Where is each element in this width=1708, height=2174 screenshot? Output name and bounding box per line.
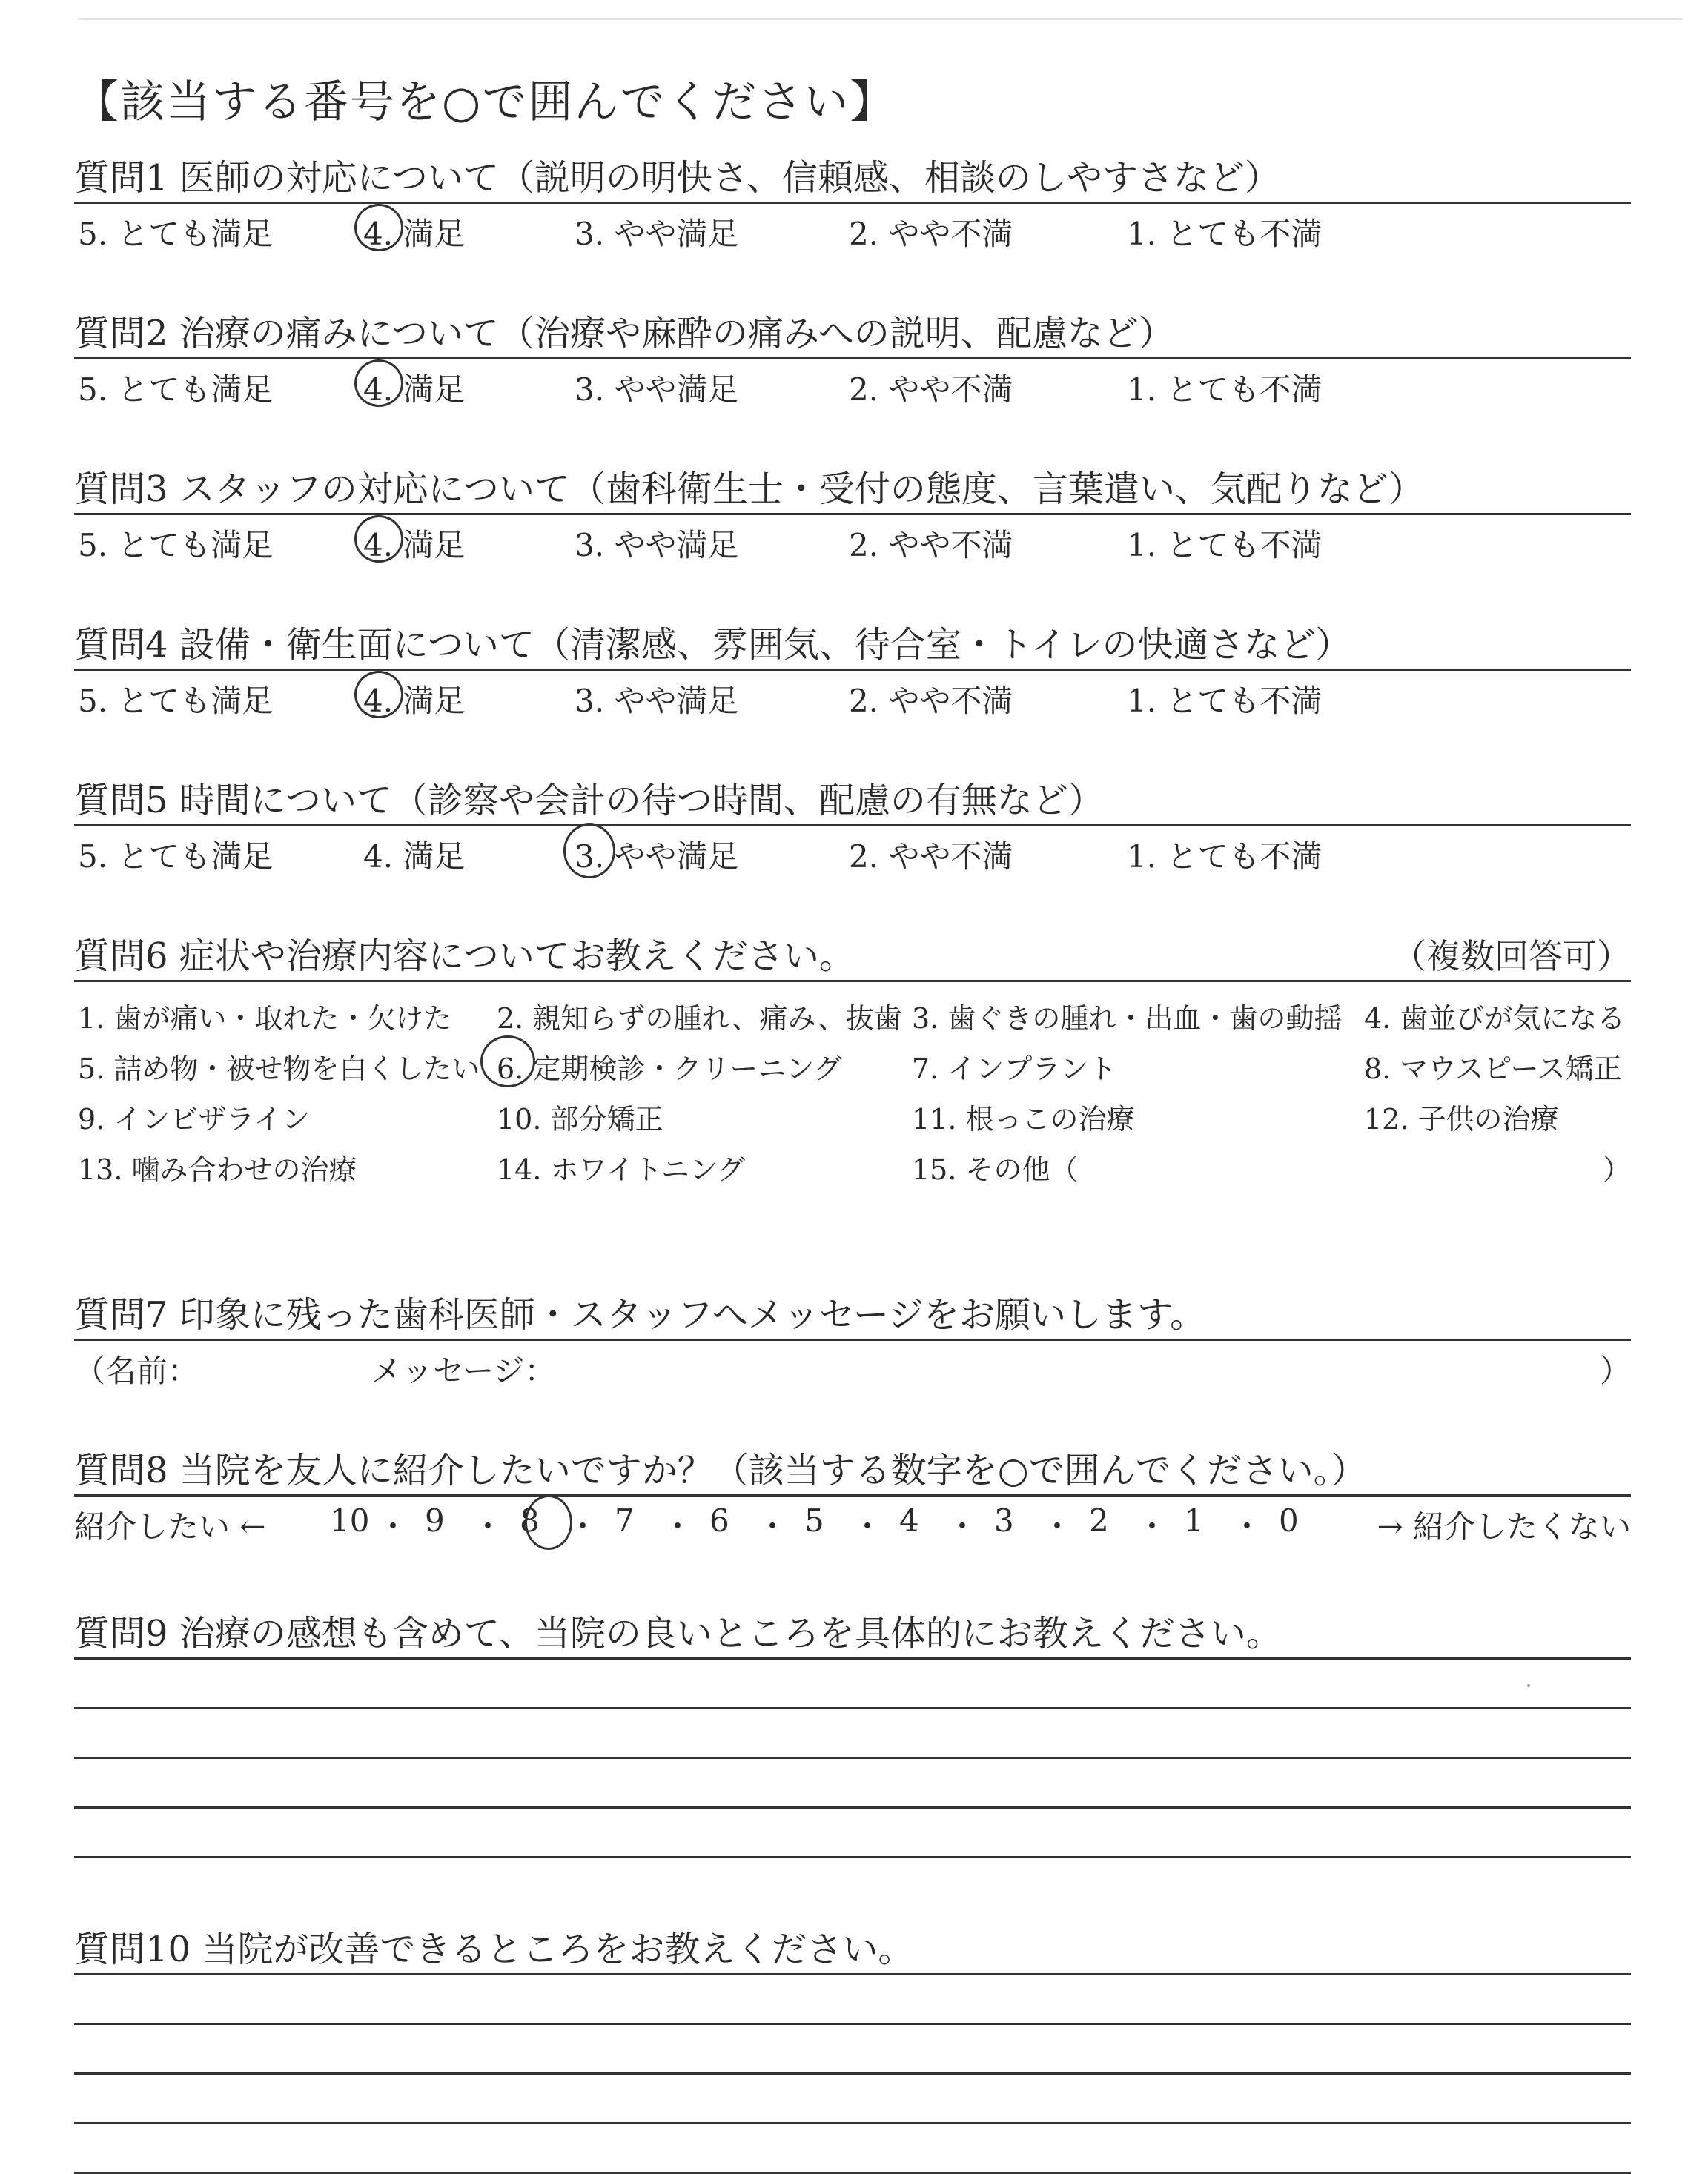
recommend-score-5[interactable]: 5 xyxy=(804,1502,824,1539)
question-8 xyxy=(74,1447,1631,1545)
answer-line[interactable] xyxy=(74,1806,1631,1809)
selection-circle xyxy=(354,671,403,718)
option-2[interactable]: 2. やや不満 xyxy=(849,838,1013,875)
treatment-item[interactable]: 3. 歯ぐきの腫れ・出血・歯の動揺 xyxy=(912,1002,1343,1035)
treatment-item[interactable]: 1. 歯が痛い・取れた・欠けた xyxy=(78,1002,452,1035)
other-close-paren: ） xyxy=(1602,1153,1631,1186)
option-3[interactable]: 3. やや満足 xyxy=(575,371,739,408)
recommend-separator: ・ xyxy=(472,1508,504,1545)
option-1[interactable]: 1. とても不満 xyxy=(1127,371,1323,408)
recommend-score-9[interactable]: 9 xyxy=(425,1502,445,1539)
question-2 xyxy=(74,310,1631,408)
treatment-item[interactable]: 4. 歯並びが気になる xyxy=(1364,1002,1626,1035)
question-7 xyxy=(74,1291,1631,1389)
option-5[interactable]: 5. とても満足 xyxy=(78,683,274,719)
selection-circle xyxy=(354,359,403,407)
recommend-score-4[interactable]: 4 xyxy=(899,1502,919,1539)
multiple-answer-note: （複数回答可） xyxy=(1392,936,1631,976)
top-edge-line xyxy=(78,18,1683,20)
option-1[interactable]: 1. とても不満 xyxy=(1127,527,1323,563)
recommend-score-1[interactable]: 1 xyxy=(1184,1502,1204,1539)
message-close-paren: ） xyxy=(1599,1353,1631,1389)
message-row xyxy=(74,1341,1631,1389)
name-label: （名前： xyxy=(74,1353,199,1389)
question-1 xyxy=(74,154,1631,252)
treatment-item[interactable]: 12. 子供の治療 xyxy=(1364,1103,1559,1136)
treatment-item[interactable]: 13. 噛み合わせの治療 xyxy=(78,1153,357,1186)
page-heading: 【該当する番号を○で囲んでください】 xyxy=(74,76,896,128)
option-1[interactable]: 1. とても不満 xyxy=(1127,838,1323,875)
option-3[interactable]: 3. やや満足 xyxy=(575,838,739,875)
answer-line[interactable] xyxy=(74,1856,1631,1858)
question-10-title: 質問10 当院が改善できるところをお教えください。 xyxy=(74,1929,914,1970)
rating-options xyxy=(74,515,1631,563)
question-3 xyxy=(74,465,1631,563)
message-label: メッセージ： xyxy=(371,1353,556,1389)
treatment-item[interactable]: 5. 詰め物・被せ物を白くしたい xyxy=(78,1053,480,1085)
recommend-left-label: 紹介したい ← xyxy=(74,1508,266,1545)
recommend-separator: ・ xyxy=(377,1508,409,1545)
recommend-separator: ・ xyxy=(1231,1508,1263,1545)
answer-line[interactable] xyxy=(74,2023,1631,2025)
recommend-score-7[interactable]: 7 xyxy=(615,1502,635,1539)
selection-circle xyxy=(354,204,403,251)
option-4[interactable]: 4. 満足 xyxy=(363,371,466,408)
question-9 xyxy=(74,1610,1631,1858)
option-5[interactable]: 5. とても満足 xyxy=(78,527,274,563)
rating-options xyxy=(74,826,1631,875)
treatment-item[interactable]: 14. ホワイトニング xyxy=(497,1153,746,1186)
option-2[interactable]: 2. やや不満 xyxy=(849,371,1013,408)
recommend-score-2[interactable]: 2 xyxy=(1089,1502,1109,1539)
question-7-title: 質問7 印象に残った歯科医師・スタッフへメッセージをお願いします。 xyxy=(74,1294,1206,1336)
recommend-score-0[interactable]: 0 xyxy=(1279,1502,1299,1539)
treatment-item[interactable]: 10. 部分矯正 xyxy=(497,1103,663,1136)
answer-line xyxy=(74,1657,1631,1660)
treatment-item[interactable]: 7. インプラント xyxy=(912,1053,1117,1085)
option-3[interactable]: 3. やや満足 xyxy=(575,216,739,252)
question-4 xyxy=(74,621,1631,719)
recommend-separator: ・ xyxy=(662,1508,694,1545)
treatment-item[interactable]: 8. マウスピース矯正 xyxy=(1364,1053,1622,1085)
selection-circle xyxy=(525,1495,572,1550)
recommend-separator: ・ xyxy=(757,1508,789,1545)
recommend-separator: ・ xyxy=(1042,1508,1073,1545)
option-2[interactable]: 2. やや不満 xyxy=(849,216,1013,252)
option-1[interactable]: 1. とても不満 xyxy=(1127,683,1323,719)
recommend-right-label: → 紹介したくない xyxy=(1377,1508,1631,1545)
recommend-scale xyxy=(74,1497,1631,1545)
option-4[interactable]: 4. 満足 xyxy=(363,683,466,719)
treatment-item-other[interactable]: 15. その他（ xyxy=(912,1153,1079,1186)
question-3-title: 質問3 スタッフの対応について（歯科衛生士・受付の態度、言葉遣い、気配りなど） xyxy=(74,468,1424,510)
rating-options xyxy=(74,671,1631,719)
recommend-separator: ・ xyxy=(1136,1508,1168,1545)
option-3[interactable]: 3. やや満足 xyxy=(575,527,739,563)
treatment-item[interactable]: 6. 定期検診・クリーニング xyxy=(497,1053,842,1085)
option-2[interactable]: 2. やや不満 xyxy=(849,527,1013,563)
option-3[interactable]: 3. やや満足 xyxy=(575,683,739,719)
question-10 xyxy=(74,1926,1631,2174)
treatment-item[interactable]: 2. 親知らずの腫れ、痛み、抜歯 xyxy=(497,1002,902,1035)
rating-options xyxy=(74,204,1631,252)
recommend-separator: ・ xyxy=(852,1508,884,1545)
recommend-separator: ・ xyxy=(567,1508,599,1545)
scan-speck xyxy=(1527,1684,1530,1687)
option-4[interactable]: 4. 満足 xyxy=(363,838,466,875)
option-4[interactable]: 4. 満足 xyxy=(363,527,466,563)
answer-line xyxy=(74,1973,1631,1975)
question-5-title: 質問5 時間について（診察や会計の待つ時間、配慮の有無など） xyxy=(74,780,1104,821)
answer-line[interactable] xyxy=(74,1707,1631,1709)
treatment-item[interactable]: 9. インビザライン xyxy=(78,1103,311,1136)
recommend-score-10[interactable]: 10 xyxy=(330,1502,370,1539)
selection-circle xyxy=(354,515,403,563)
answer-line[interactable] xyxy=(74,2122,1631,2124)
question-1-title: 質問1 医師の対応について（説明の明快さ、信頼感、相談のしやすさなど） xyxy=(74,157,1280,199)
question-9-title: 質問9 治療の感想も含めて、当院の良いところを具体的にお教えください。 xyxy=(74,1613,1282,1654)
option-5[interactable]: 5. とても満足 xyxy=(78,216,274,252)
option-1[interactable]: 1. とても不満 xyxy=(1127,216,1323,252)
question-8-title: 質問8 当院を友人に紹介したいですか？（該当する数字を○で囲んでください。） xyxy=(74,1450,1367,1491)
recommend-score-6[interactable]: 6 xyxy=(709,1502,729,1539)
recommend-score-8[interactable]: 8 xyxy=(520,1502,540,1539)
answer-line[interactable] xyxy=(74,2072,1631,2075)
recommend-separator: ・ xyxy=(947,1508,979,1545)
treatment-item[interactable]: 11. 根っこの治療 xyxy=(912,1103,1135,1136)
option-5[interactable]: 5. とても満足 xyxy=(78,838,274,875)
option-2[interactable]: 2. やや不満 xyxy=(849,683,1013,719)
treatment-options xyxy=(74,982,1631,1190)
selection-circle xyxy=(480,1035,535,1087)
answer-line[interactable] xyxy=(74,1757,1631,1759)
rating-options xyxy=(74,359,1631,408)
question-6-title: 質問6 症状や治療内容についてお教えください。 xyxy=(74,935,855,977)
question-2-title: 質問2 治療の痛みについて（治療や麻酔の痛みへの説明、配慮など） xyxy=(74,313,1174,354)
recommend-score-3[interactable]: 3 xyxy=(994,1502,1014,1539)
option-4[interactable]: 4. 満足 xyxy=(363,216,466,252)
question-6 xyxy=(74,932,1631,1190)
selection-circle xyxy=(563,823,615,878)
question-5 xyxy=(74,777,1631,875)
question-4-title: 質問4 設備・衛生面について（清潔感、雰囲気、待合室・トイレの快適さなど） xyxy=(74,624,1351,666)
option-5[interactable]: 5. とても満足 xyxy=(78,371,274,408)
